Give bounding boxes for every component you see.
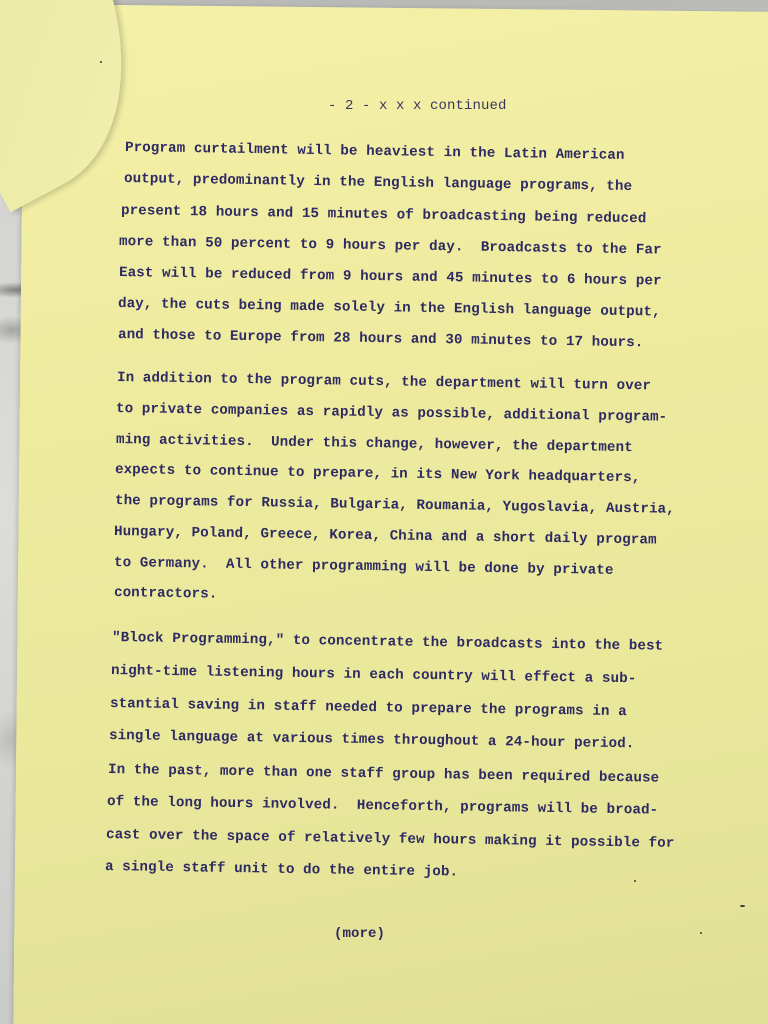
paragraph-3-line-7: cast over the space of relatively few hours making it possible for <box>105 827 675 852</box>
paragraph-3-line-2: night-time listening hours in each country will effect a sub- <box>110 663 637 688</box>
paragraph-3-line-4: single language at various times throughout a 24-hour period. <box>108 728 635 753</box>
paragraph-2-line-3: ming activities. Under this change, however, the department <box>115 432 633 457</box>
paragraph-2-line-7: to Germany. All other programming will be done by private <box>113 555 614 579</box>
paragraph-2-line-6: Hungary, Poland, Greece, Korea, China and a short daily program <box>113 524 657 549</box>
paper-speck <box>634 880 636 882</box>
paper-speck <box>740 905 745 907</box>
paragraph-2-line-4: expects to continue to prepare, in its New York headquarters, <box>114 462 641 487</box>
paragraph-1-line-7: and those to Europe from 28 hours and 30 minutes to 17 hours. <box>117 327 644 352</box>
paragraph-3-line-3: stantial saving in staff needed to prepare the programs in a <box>109 696 627 721</box>
paragraph-1-line-5: East will be reduced from 9 hours and 45 minutes to 6 hours per <box>118 265 662 290</box>
paragraph-1-line-3: present 18 hours and 15 minutes of broadcasting being reduced <box>120 203 647 228</box>
page-header: - 2 - x x x continued <box>328 98 507 114</box>
paragraph-1-line-6: day, the cuts being made solely in the English language output, <box>117 296 661 321</box>
more-continuation-marker: (more) <box>334 926 386 942</box>
paragraph-1-line-4: more than 50 percent to 9 hours per day. Broadcasts to the Far <box>118 234 662 259</box>
paragraph-1-line-2: output, predominantly in the English language programs, the <box>123 171 633 195</box>
paragraph-2-line-8: contractors. <box>113 585 218 603</box>
paragraph-3-line-5: In the past, more than one staff group has been required because <box>107 762 660 787</box>
paragraph-2-line-1: In addition to the program cuts, the department will turn over <box>116 370 652 395</box>
paragraph-3-line-8: a single staff unit to do the entire job. <box>104 859 459 881</box>
paper-speck <box>700 932 702 934</box>
paragraph-1-line-1: Program curtailment will be heaviest in the Latin American <box>124 140 625 164</box>
paragraph-2-line-5: the programs for Russia, Bulgaria, Roumania, Yugoslavia, Austria, <box>114 493 675 518</box>
paragraph-3-line-6: of the long hours involved. Henceforth, programs will be broad- <box>106 794 659 819</box>
paragraph-2-line-2: to private companies as rapidly as possible, additional program- <box>115 401 668 426</box>
paragraph-3-line-1: "Block Programming," to concentrate the broadcasts into the best <box>111 630 664 655</box>
paper-speck <box>100 61 102 63</box>
